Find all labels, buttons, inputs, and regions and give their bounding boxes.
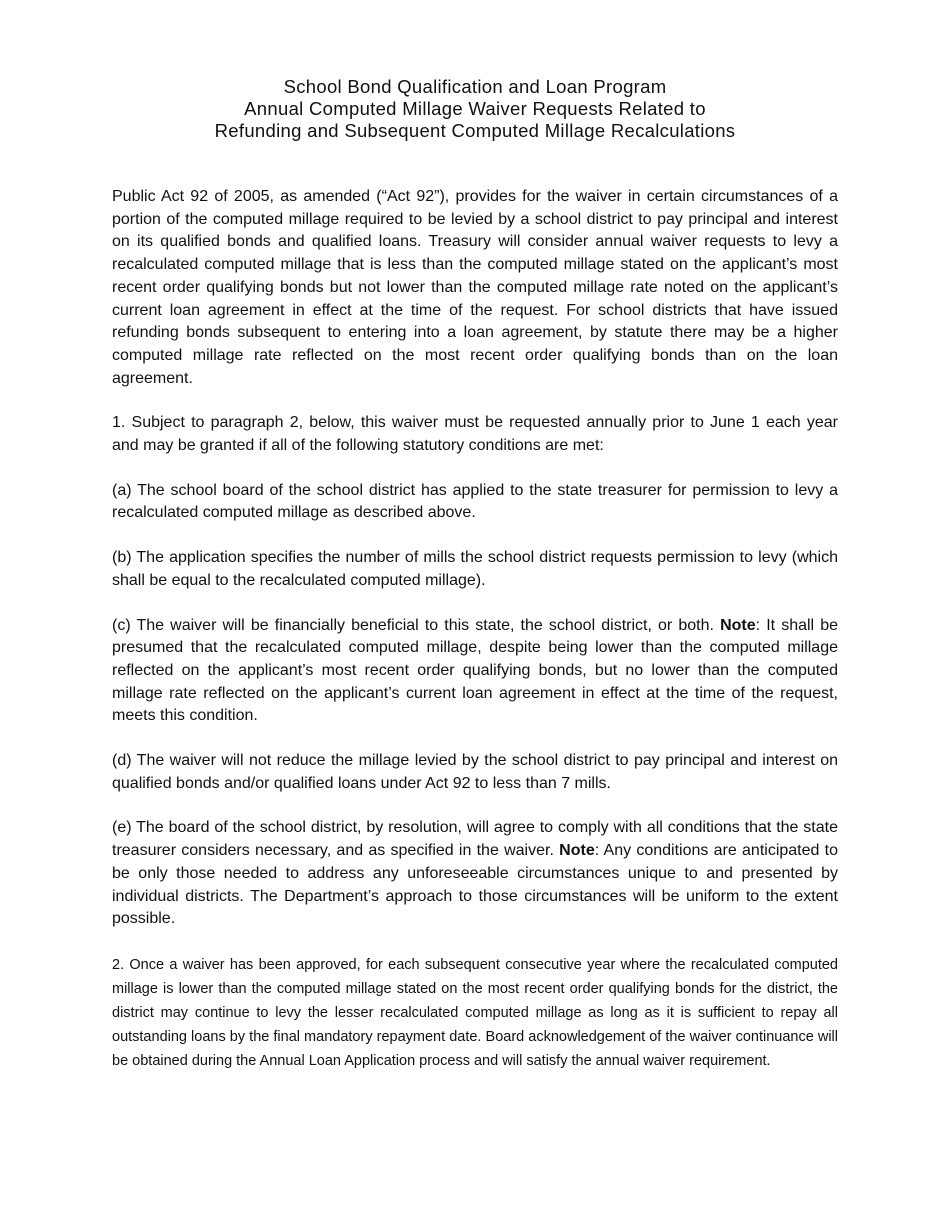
title-line-3: Refunding and Subsequent Computed Millage Recalculations bbox=[214, 120, 736, 141]
condition-item-b: (b) The application specifies the number of mills the school district requests permission to levy (which shall be equal to the recalculated computed millage). bbox=[112, 549, 838, 589]
item-e-note-label: Note bbox=[559, 842, 595, 860]
document-page bbox=[112, 76, 838, 1073]
condition-item-a: (a) The school board of the school district has applied to the state treasurer for permission to levy a recalculated computed millage as described above. bbox=[112, 481, 838, 522]
item-c-note-label: Note bbox=[720, 616, 756, 634]
condition-item-d: (d) The waiver will not reduce the millage levied by the school district to pay principal and interest on qualified bonds and/or qualified loans under Act 92 to less than 7 mills. bbox=[112, 752, 838, 792]
item-c-note-text: : It shall be presumed that the recalculated computed millage, despite being lower than the computed millage reflected on the applicant’s most recent order qualifying bonds, but no lower than the computed millage rate reflected on the applicant’s current loan agreement in effect at the time of the request, meets this condition. bbox=[112, 616, 839, 725]
item-e-note-text: : Any conditions are anticipated to be only those needed to address any unforeseeable circumstances unique to and presented by individual districts. The Department’s approach to those circumstances will be uniform to the extent possible. bbox=[112, 842, 839, 928]
item-c-text: (c) The waiver will be financially beneficial to this state, the school district, or both. bbox=[112, 616, 721, 634]
condition-item-1: 1. Subject to paragraph 2, below, this waiver must be requested annually prior to June 1 each year and may be granted if all of the following statutory conditions are met: bbox=[112, 414, 838, 455]
title-line-2: Annual Computed Millage Waiver Requests Related to bbox=[244, 98, 706, 119]
condition-item-e bbox=[112, 817, 838, 931]
title-line-1: School Bond Qualification and Loan Program bbox=[283, 76, 667, 97]
item-e-text: (e) The board of the school district, by resolution, will agree to comply with all conditions that the state treasurer considers necessary, and as specified in the waiver. bbox=[112, 819, 838, 860]
intro-paragraph: Public Act 92 of 2005, as amended (“Act 92”), provides for the waiver in certain circumstances of a portion of the computed millage required to be levied by a school district to pay principal and interest on its qualified bonds and qualified loans. Treasury will consider annual waiver requests to levy a recalculated computed millage that is less than the computed millage stated on the applicant’s most recent order qualifying bonds but not lower than the computed millage rate noted on the applicant’s current loan agreement in effect at the time of the request. For school districts that have issued refunding bonds subsequent to entering into a loan agreement, by statute there may be a higher computed millage rate reflected on the most recent order qualifying bonds than on the loan agreement. bbox=[112, 188, 838, 387]
condition-item-c bbox=[112, 615, 838, 729]
document-title bbox=[72, 76, 878, 142]
condition-item-2: 2. Once a waiver has been approved, for each subsequent consecutive year where the recalculated computed millage is lower than the computed millage stated on the most recent order qualifying bonds for the district, the district may continue to levy the lesser recalculated computed millage as long as it is sufficient to repay all outstanding loans by the final mandatory repayment date. Board acknowledgement of the waiver continuance will be obtained during the Annual Loan Application process and will satisfy the annual waiver requirement. bbox=[112, 956, 838, 1069]
